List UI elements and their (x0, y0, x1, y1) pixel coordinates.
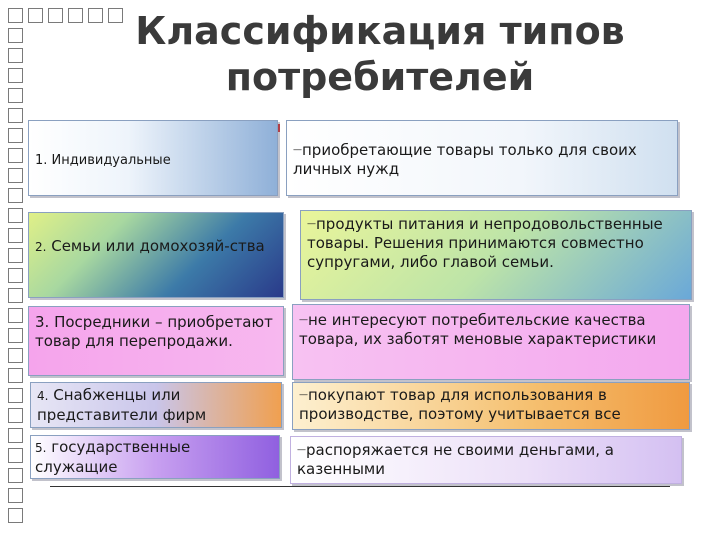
description-content: распоряжается не своими деньгами, а казенными (297, 441, 614, 478)
decor-square (8, 128, 23, 143)
title-line-2: потребителей (225, 55, 535, 99)
category-box-government (30, 435, 280, 479)
decor-square (8, 188, 23, 203)
decor-square (8, 8, 23, 23)
decor-square (8, 48, 23, 63)
decor-square (8, 228, 23, 243)
category-text: Индивидуальные (51, 153, 171, 168)
category-label (35, 313, 275, 351)
category-label (35, 438, 271, 477)
dash-marker: — (299, 315, 308, 325)
decor-square (8, 148, 23, 163)
description-text (299, 386, 683, 424)
category-text: Семьи или домохозяй-ства (51, 237, 265, 255)
decor-square (8, 468, 23, 483)
description-text (293, 141, 669, 179)
decor-square (8, 268, 23, 283)
category-text: государственные служащие (35, 438, 191, 476)
decor-square (8, 208, 23, 223)
description-box-family (300, 210, 692, 300)
description-box-intermediaries (292, 304, 690, 380)
description-text (307, 215, 687, 272)
description-box-suppliers (292, 382, 690, 430)
decor-square (8, 88, 23, 103)
category-box-suppliers (30, 382, 282, 428)
category-label (37, 386, 273, 425)
decor-square (8, 328, 23, 343)
decor-square (48, 8, 63, 23)
description-content: приобретающие товары только для своих личных нужд (293, 141, 637, 178)
description-content: не интересуют потребительские качества товара, их заботят меновые характеристики (299, 311, 657, 348)
dash-marker: — (293, 145, 302, 155)
category-number: 1. (35, 153, 48, 168)
dash-marker: — (307, 219, 316, 229)
category-label (35, 237, 271, 257)
decor-square (8, 68, 23, 83)
decor-square (8, 308, 23, 323)
description-text (299, 311, 683, 349)
decor-square (8, 368, 23, 383)
title-line-1: Классификация типов (135, 9, 625, 53)
decor-square (8, 488, 23, 503)
category-number: 5. (35, 441, 47, 455)
category-box-individual (28, 120, 278, 196)
decor-square (8, 428, 23, 443)
category-number: 4. (37, 389, 49, 403)
decor-square (8, 248, 23, 263)
decor-square (8, 348, 23, 363)
category-box-intermediaries (28, 306, 284, 376)
decor-square (8, 388, 23, 403)
dash-marker: — (299, 390, 308, 400)
decor-square (8, 508, 23, 523)
category-box-family (28, 212, 284, 298)
description-content: продукты питания и непродовольственные товары. Решения принимаются совместно супругами, либо главой семьи. (307, 215, 663, 271)
description-text (297, 441, 677, 479)
decor-square (8, 108, 23, 123)
category-label (35, 151, 171, 170)
decor-square (8, 408, 23, 423)
decor-square (8, 168, 23, 183)
decor-square (8, 288, 23, 303)
description-content: покупают товар для использования в производстве, поэтому учитывается все (299, 386, 621, 423)
description-box-government (290, 436, 682, 484)
baseline-divider (50, 486, 670, 487)
decor-square (8, 448, 23, 463)
slide-title (70, 8, 690, 100)
decor-square (8, 28, 23, 43)
dash-marker: — (297, 445, 306, 455)
category-number: 2. (35, 240, 47, 254)
description-box-individual (286, 120, 678, 196)
category-number: 3. (35, 313, 50, 331)
category-text: Посредники – приобретают товар для перепродажи. (35, 313, 273, 350)
category-text: Снабженцы или представители фирм (37, 386, 207, 424)
decor-square (28, 8, 43, 23)
